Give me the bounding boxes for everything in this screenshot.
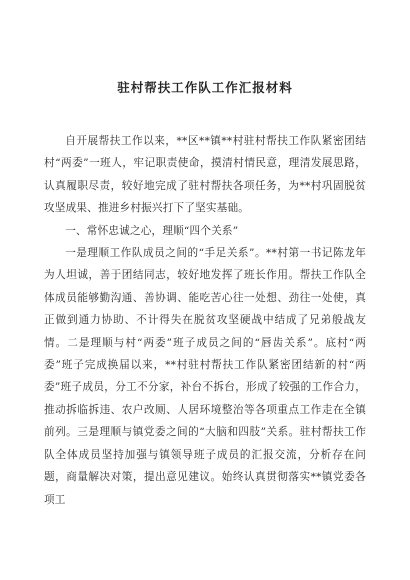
section-heading-1: 一、常怀忠诚之心，理顺“四个关系”: [65, 224, 239, 237]
document-body: [44, 130, 366, 511]
paragraph-relations: 一是理顺工作队成员之间的“手足关系”。**村第一书记陈龙年为人坦诚，善于团结同志，较好地发挥了班长作用。帮扶工作队全体成员能够勤沟通、善协调、能吃苦心往一处想、劲往一处使，真正做到通力协助、不计得失在脱贫攻坚硬战中结成了兄弟般战友情。二是理顺与村“两委”班子成员之间的“唇齿关系”。底村“两委”班子完成换届以来，**村驻村帮扶工作队紧密团结新的村“两委”班子成员，分工不分家，补台不拆台，形成了较强的工作合力，推动拆临拆违、农户改厕、人居环境整治等各项重点工作走在全镇前列。三是理顺与镇党委之间的“大脑和四肢”关系。驻村帮扶工作队全体成员坚持加强与镇领导班子成员的汇报交流，分析存在问题，商量解决对策，提出意见建议。始终认真贯彻落实**镇党委各项工: [44, 247, 366, 506]
document-title: 驻村帮扶工作队工作汇报材料: [117, 80, 293, 95]
paragraph-intro: 自开展帮扶工作以来，**区**镇**村驻村帮扶工作队紧密团结村“两委”一班人，牢记职责使命，摸清村情民意，理清发展思路，认真履职尽责，较好地完成了驻村帮扶各项任务，为**村巩固脱贫攻坚成果、推进乡村振兴打下了坚实基础。: [44, 135, 366, 215]
